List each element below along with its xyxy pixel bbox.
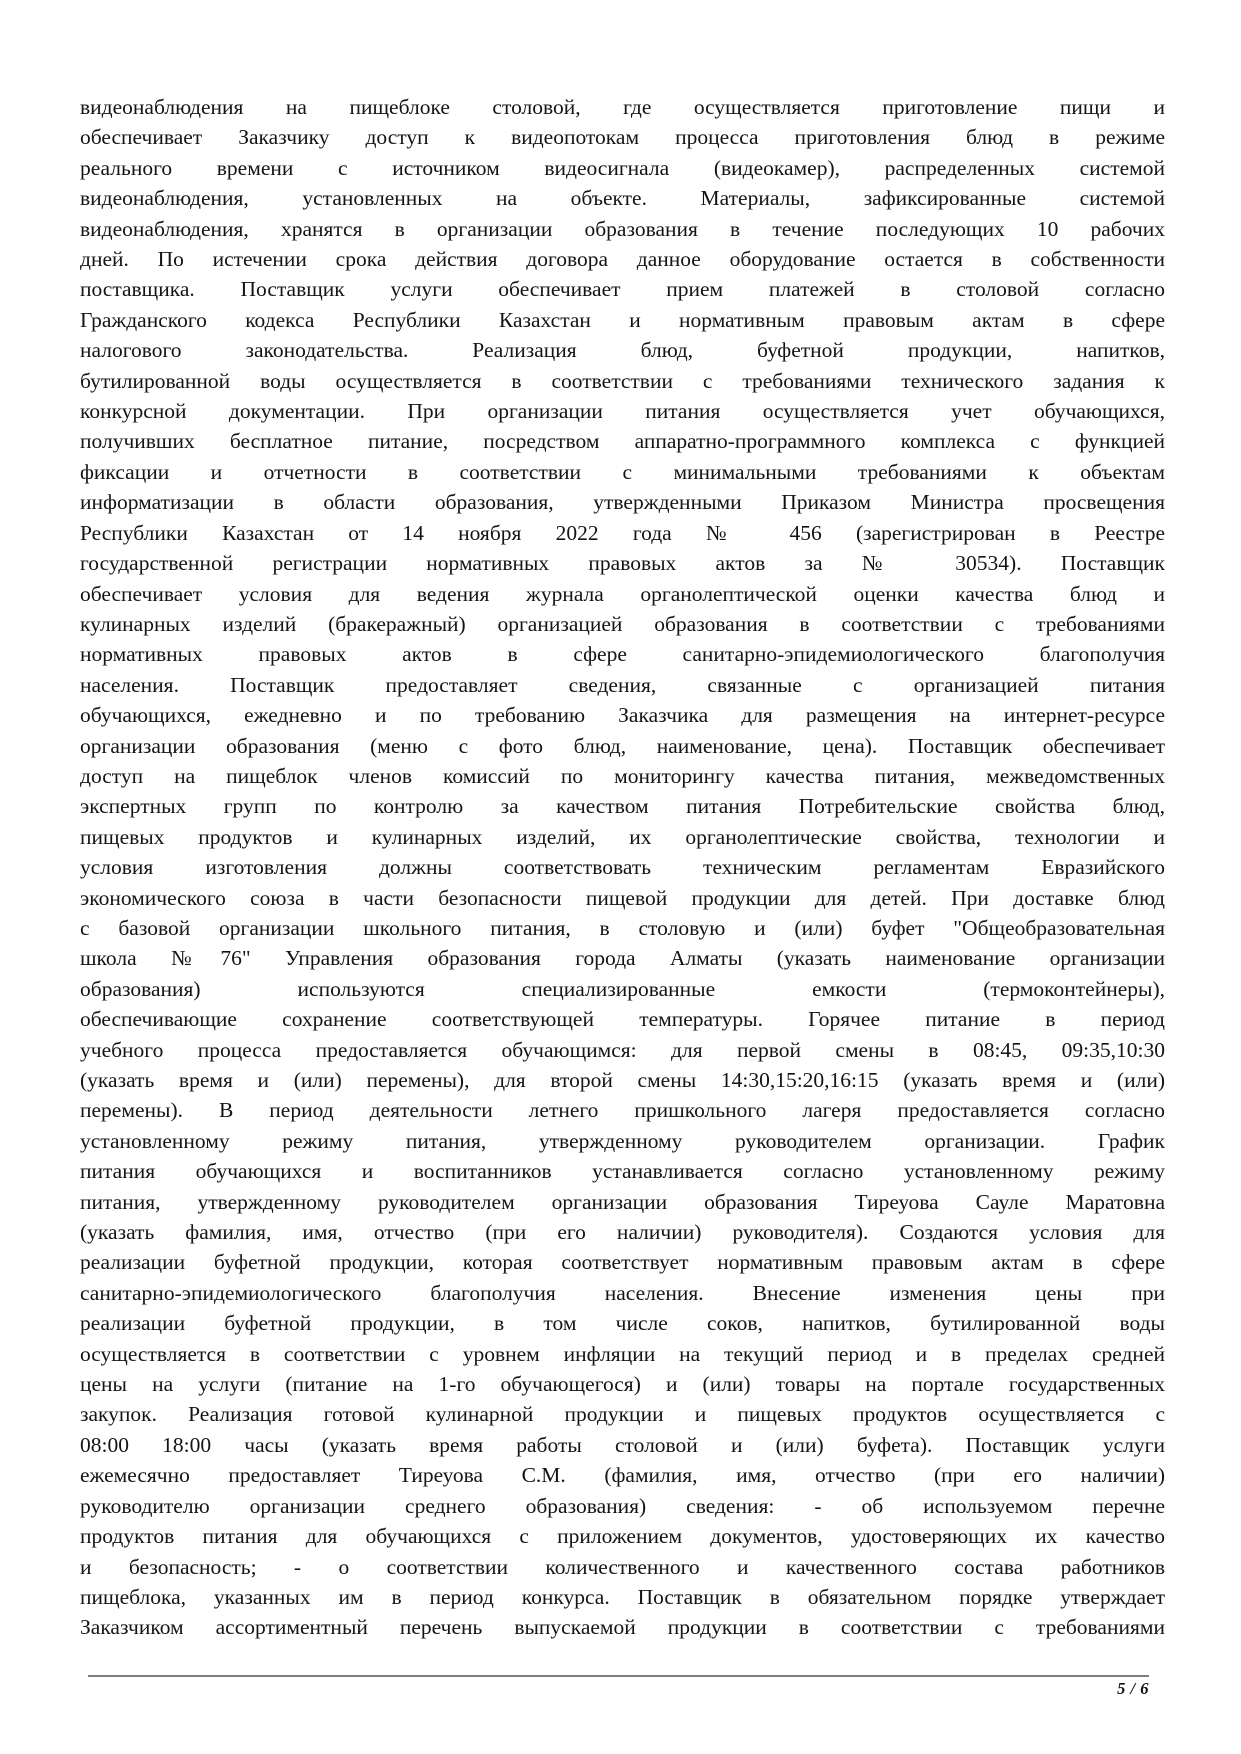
text-line: 08:00 18:00 часы (указать время работы столовой и (или) буфета). Поставщик услуги bbox=[80, 1432, 1165, 1457]
text-line: поставщика. Поставщик услуги обеспечивает прием платежей в столовой согласно bbox=[80, 277, 1165, 302]
text-line: дней. По истечении срока действия договора данное оборудование остается в собственности bbox=[80, 247, 1165, 272]
text-line: перемены). В период деятельности летнего пришкольного лагеря предоставляется согласно bbox=[80, 1098, 1165, 1123]
document-text bbox=[80, 92, 1165, 1643]
text-line: видеонаблюдения на пищеблоке столовой, где осуществляется приготовление пищи и bbox=[80, 95, 1165, 119]
text-line: руководителю организации среднего образования) сведения: - об используемом перечне bbox=[80, 1493, 1165, 1518]
text-line: учебного процесса предоставляется обучающимся: для первой смены в 08:45, 09:35,10:30 bbox=[80, 1037, 1165, 1062]
text-line: установленному режиму питания, утвержденному руководителем организации. График bbox=[80, 1128, 1165, 1153]
text-line: Гражданского кодекса Республики Казахстан и нормативным правовым актам в сфере bbox=[80, 307, 1165, 332]
text-line: организации образования (меню с фото блюд, наименование, цена). Поставщик обеспечивает bbox=[80, 733, 1165, 758]
text-line: обеспечивает условия для ведения журнала органолептической оценки качества блюд и bbox=[80, 581, 1165, 606]
text-line: ежемесячно предоставляет Тиреуова С.М. (фамилия, имя, отчество (при его наличии) bbox=[80, 1463, 1165, 1488]
text-line: санитарно-эпидемиологического благополучия населения. Внесение изменения цены при bbox=[80, 1280, 1165, 1305]
text-line: осуществляется в соответствии с уровнем инфляции на текущий период и в пределах средней bbox=[80, 1341, 1165, 1366]
text-line: (указать время и (или) перемены), для второй смены 14:30,15:20,16:15 (указать время и (или) bbox=[80, 1068, 1165, 1092]
text-line: видеонаблюдения, установленных на объекте. Материалы, зафиксированные системой bbox=[80, 186, 1165, 211]
text-line: Заказчиком ассортиментный перечень выпускаемой продукции в соответствии с требованиями bbox=[80, 1615, 1165, 1640]
text-line: с базовой организации школьного питания, в столовую и (или) буфет "Общеобразовательная bbox=[80, 915, 1165, 940]
text-line: реализации буфетной продукции, в том числе соков, напитков, бутилированной воды bbox=[80, 1311, 1165, 1336]
text-line: продуктов питания для обучающихся с приложением документов, удостоверяющих их качество bbox=[80, 1524, 1165, 1549]
text-line: доступ на пищеблок членов комиссий по мониторингу качества питания, межведомственных bbox=[80, 763, 1165, 788]
text-line: обеспечивающие сохранение соответствующей температуры. Горячее питание в период bbox=[80, 1007, 1165, 1032]
text-line: и безопасность; - о соответствии количественного и качественного состава работников bbox=[80, 1554, 1165, 1579]
text-line: обеспечивает Заказчику доступ к видеопотокам процесса приготовления блюд в режиме bbox=[80, 125, 1165, 150]
text-line: Республики Казахстан от 14 ноября 2022 года № 456 (зарегистрирован в Реестре bbox=[80, 520, 1165, 545]
text-line: реализации буфетной продукции, которая соответствует нормативным правовым актам в сфере bbox=[80, 1250, 1165, 1275]
text-line: реального времени с источником видеосигнала (видеокамер), распределенных системой bbox=[80, 155, 1165, 180]
text-line: нормативных правовых актов в сфере санитарно-эпидемиологического благополучия bbox=[80, 642, 1165, 667]
text-line: питания обучающихся и воспитанников устанавливается согласно установленному режиму bbox=[80, 1159, 1165, 1184]
text-line: образования) используются специализированные емкости (термоконтейнеры), bbox=[80, 976, 1165, 1001]
text-line: питания, утвержденному руководителем организации образования Тиреуова Сауле Маратовна bbox=[80, 1189, 1165, 1214]
text-line: фиксации и отчетности в соответствии с минимальными требованиями к объектам bbox=[80, 459, 1165, 484]
text-line: условия изготовления должны соответствовать техническим регламентам Евразийского bbox=[80, 855, 1165, 880]
text-line: закупок. Реализация готовой кулинарной продукции и пищевых продуктов осуществляется с bbox=[80, 1402, 1165, 1427]
text-line: пищевых продуктов и кулинарных изделий, их органолептические свойства, технологии и bbox=[80, 824, 1165, 849]
text-line: государственной регистрации нормативных правовых актов за № 30534). Поставщик bbox=[80, 551, 1165, 576]
text-line: обучающихся, ежедневно и по требованию Заказчика для размещения на интернет-ресурсе bbox=[80, 703, 1165, 728]
text-line: кулинарных изделий (бракеражный) организацией образования в соответствии с требованиями bbox=[80, 611, 1165, 636]
text-line: информатизации в области образования, утвержденными Приказом Министра просвещения bbox=[80, 490, 1165, 515]
text-line: цены на услуги (питание на 1-го обучающегося) и (или) товары на портале государственных bbox=[80, 1372, 1165, 1397]
text-line: пищеблока, указанных им в период конкурса. Поставщик в обязательном порядке утверждает bbox=[80, 1584, 1165, 1609]
footer-divider bbox=[88, 1675, 1149, 1677]
text-line: школа №76" Управления образования города Алматы (указать наименование организации bbox=[80, 946, 1165, 971]
text-line: бутилированной воды осуществляется в соответствии с требованиями технического задания к bbox=[80, 368, 1165, 393]
text-line: экспертных групп по контролю за качеством питания Потребительские свойства блюд, bbox=[80, 794, 1165, 819]
page-number: 5 / 6 bbox=[1117, 1679, 1149, 1698]
text-line: экономического союза в части безопасности пищевой продукции для детей. При доставке блюд bbox=[80, 885, 1165, 910]
text-line: видеонаблюдения, хранятся в организации образования в течение последующих 10 рабочих bbox=[80, 216, 1165, 241]
text-line: (указать фамилия, имя, отчество (при его наличии) руководителя). Создаются условия для bbox=[80, 1220, 1165, 1245]
text-line: населения. Поставщик предоставляет сведения, связанные с организацией питания bbox=[80, 672, 1165, 697]
text-line: получивших бесплатное питание, посредством аппаратно-программного комплекса с функцией bbox=[80, 429, 1165, 454]
text-line: налогового законодательства. Реализация блюд, буфетной продукции, напитков, bbox=[80, 338, 1165, 363]
text-line: конкурсной документации. При организации питания осуществляется учет обучающихся, bbox=[80, 399, 1165, 424]
